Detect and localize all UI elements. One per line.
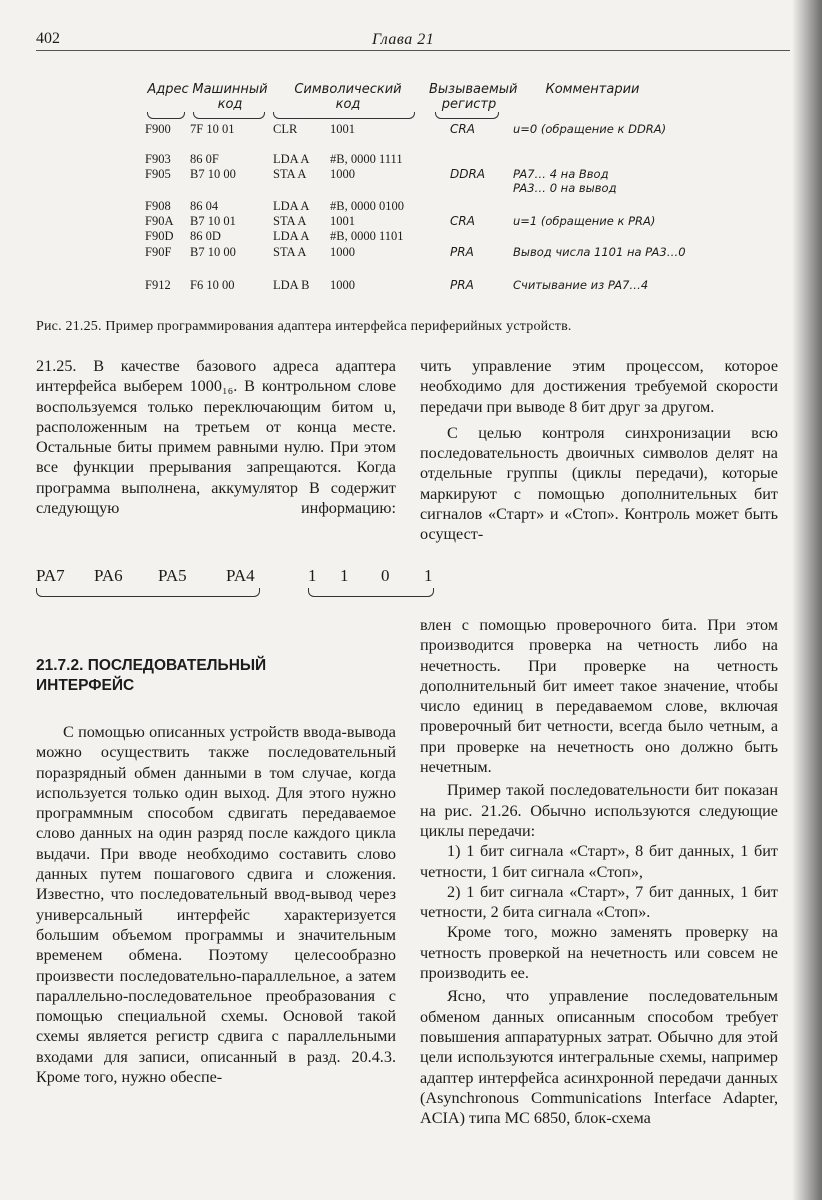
paragraph: С помощью описанных устройств ввода-вывода можно осуществить также последовательный поразрядный обмен данными в том случае, когда используется только один выход. Для этого нужно программным способом сдвигать передаваемое слово данных на один разряд после каждого цикла выдачи. При вводе необходимо составить слово данных путем пошагового сдвига и сложения. Известно, что последовательный ввод-вывод через универсальный интерфейс характеризуется большим объемом программы и значительным временем обмена. Поэтому целесообразно произвести последовательно-параллельное, а затем параллельно-последовательное преобразования с помощью специальной схемы. Основой такой схемы является регистр сдвига с параллельными входами для записи, описанный в разд. 20.4.3. Кроме того, нужно обеспе- — [36, 723, 396, 1087]
cell-arg: #B, 0000 1101 — [330, 229, 404, 243]
table-row — [145, 199, 705, 215]
cell-arg: #B, 0000 1111 — [330, 152, 403, 166]
cell-arg: 1001 — [330, 214, 355, 228]
cell-code: 86 0D — [190, 229, 221, 243]
cell-op: STA A — [273, 245, 307, 259]
table-row — [145, 181, 705, 197]
header-comments: Комментарии — [545, 82, 640, 97]
header-machine-code-line2: код — [217, 97, 243, 112]
header-register-line2: регистр — [441, 97, 497, 112]
column-brace — [193, 112, 265, 119]
header-register — [429, 82, 518, 112]
bits-brace — [308, 588, 434, 597]
paragraph: Кроме того, можно заменять проверку на четность проверкой на нечетность или совсем не производить ее. — [420, 923, 778, 983]
table-row — [145, 122, 705, 138]
header-machine-code-line1: Машинный — [192, 82, 268, 97]
bit-label: PA4 — [226, 566, 255, 585]
right-column-bottom — [420, 615, 778, 1128]
bit-value: 0 — [381, 566, 390, 585]
bit-value: 1 — [424, 566, 433, 585]
cell-comment: PA7… 4 на Ввод — [513, 167, 609, 181]
cell-register: CRA — [450, 122, 475, 136]
cell-op: LDA A — [273, 229, 310, 243]
cell-address: F90A — [145, 214, 174, 228]
cell-code: 86 0F — [190, 152, 219, 166]
section-heading: 21.7.2. ПОСЛЕДОВАТЕЛЬНЫЙ ИНТЕРФЕЙС — [36, 657, 267, 694]
cell-register: PRA — [450, 278, 474, 292]
cell-op: STA A — [273, 167, 307, 181]
figure-caption: Рис. 21.25. Пример программирования адаптера интерфейса периферийных устройств. — [36, 319, 572, 334]
header-rule — [36, 50, 790, 51]
paragraph: чить управление этим процессом, которое необходимо для достижения требуемой скорости передачи при выводе 8 бит друг за другом. — [420, 357, 778, 416]
cell-address: F905 — [145, 167, 171, 181]
cell-register: PRA — [450, 245, 474, 259]
paragraph: Ясно, что управление последовательным обменом данных описанным способом требует повышения аппаратурных затрат. Обычно для этой цели используются интегральные схемы, например адаптер интерфейса асинхронной передачи данных (Asynchronous Communications Interface Adapter, ACIA) типа MC 6850, блок-схема — [420, 987, 778, 1128]
cell-arg: 1000 — [330, 278, 355, 292]
cell-address: F90F — [145, 245, 172, 259]
bits-brace — [36, 588, 260, 597]
cell-comment: Вывод числа 1101 на PA3…0 — [513, 245, 686, 259]
cell-arg: 1000 — [330, 167, 355, 181]
program-table-figure — [145, 82, 705, 302]
column-brace — [435, 112, 499, 119]
cell-arg: 1000 — [330, 245, 355, 259]
cell-op: LDA A — [273, 152, 310, 166]
header-symbolic-code-line2: код — [335, 97, 361, 112]
table-row — [145, 152, 705, 168]
cell-comment: Считывание из PA7…4 — [513, 278, 649, 292]
left-column-bottom — [36, 656, 396, 1087]
cell-op: LDA B — [273, 278, 310, 292]
bit-value: 1 — [308, 566, 317, 585]
cell-comment: u=0 (обращение к DDRA) — [513, 122, 667, 136]
cell-code: B7 10 01 — [190, 214, 236, 228]
table-row — [145, 229, 705, 245]
header-symbolic-code — [273, 82, 423, 112]
right-column-top — [420, 356, 778, 545]
list-item: 1) 1 бит сигнала «Старт», 8 бит данных, 1 бит четности, 1 бит сигнала «Стоп», — [420, 842, 778, 881]
cell-register: CRA — [450, 214, 475, 228]
table-row — [145, 245, 705, 261]
cell-arg: 1001 — [330, 122, 355, 136]
cell-address: F900 — [145, 122, 171, 136]
bit-value: 1 — [340, 566, 349, 585]
header-symbolic-code-line1: Символический — [294, 82, 402, 97]
paragraph: С целью контроля синхронизации всю последовательность двоичных символов делят на отдельные группы (циклы передачи), которые маркируют с помощью дополнительных бит сигналов «Старт» и «Стоп». Контроль может быть осущест- — [420, 423, 778, 544]
header-address: Адрес — [147, 82, 189, 97]
accumulator-bits — [36, 566, 436, 600]
bit-label: PA7 — [36, 566, 65, 585]
left-column-top — [36, 356, 396, 518]
paragraph: 21.25. В качестве базового адреса адаптера интерфейса выберем 1000₁₆. В контрольном слове воспользуемся только переключающим битом u, расположенным на третьем от конца месте. Остальные биты примем равными нулю. При этом все функции прерывания запрещаются. Когда программа выполнена, аккумулятор B содержит следующую информацию: — [36, 357, 396, 518]
cell-code: 86 04 — [190, 199, 219, 213]
cell-op: CLR — [273, 122, 298, 136]
page-number: 402 — [36, 30, 60, 47]
bit-label: PA5 — [158, 566, 187, 585]
cell-code: 7F 10 01 — [190, 122, 235, 136]
header-register-line1: Вызываемый — [429, 82, 518, 97]
header-machine-code — [191, 82, 269, 112]
bit-label: PA6 — [94, 566, 123, 585]
cell-register: DDRA — [450, 167, 486, 181]
cell-address: F90D — [145, 229, 174, 243]
cell-code: B7 10 00 — [190, 245, 236, 259]
paragraph: Пример такой последовательности бит показан на рис. 21.26. Обычно используются следующие циклы передачи: — [420, 781, 778, 840]
column-brace — [273, 112, 415, 119]
cell-address: F903 — [145, 152, 171, 166]
list-item: 2) 1 бит сигнала «Старт», 7 бит данных, 1 бит четности, 2 бита сигнала «Стоп». — [420, 882, 778, 922]
column-brace — [147, 112, 185, 119]
table-row — [145, 278, 705, 294]
cell-op: LDA A — [273, 199, 310, 213]
cell-code: F6 10 00 — [190, 278, 235, 292]
chapter-title: Глава 21 — [372, 31, 435, 48]
cell-arg: #B, 0000 0100 — [330, 199, 404, 213]
cell-comment: PA3… 0 на вывод — [513, 181, 617, 195]
table-row — [145, 214, 705, 230]
cell-address: F912 — [145, 278, 171, 292]
cell-comment: u=1 (обращение к PRA) — [513, 214, 656, 228]
cell-code: B7 10 00 — [190, 167, 236, 181]
cell-op: STA A — [273, 214, 307, 228]
paragraph: влен с помощью проверочного бита. При этом производится проверка на четность либо на нечетность. При проверке на четность дополнительный бит имеет такое значение, чтобы число единиц в передаваемом слове, включая проверочный бит четности, всегда было четным, а при проверке на нечетность оно должно быть нечетным. — [420, 616, 778, 777]
cell-address: F908 — [145, 199, 171, 213]
page-edge-shadow — [792, 0, 822, 1200]
